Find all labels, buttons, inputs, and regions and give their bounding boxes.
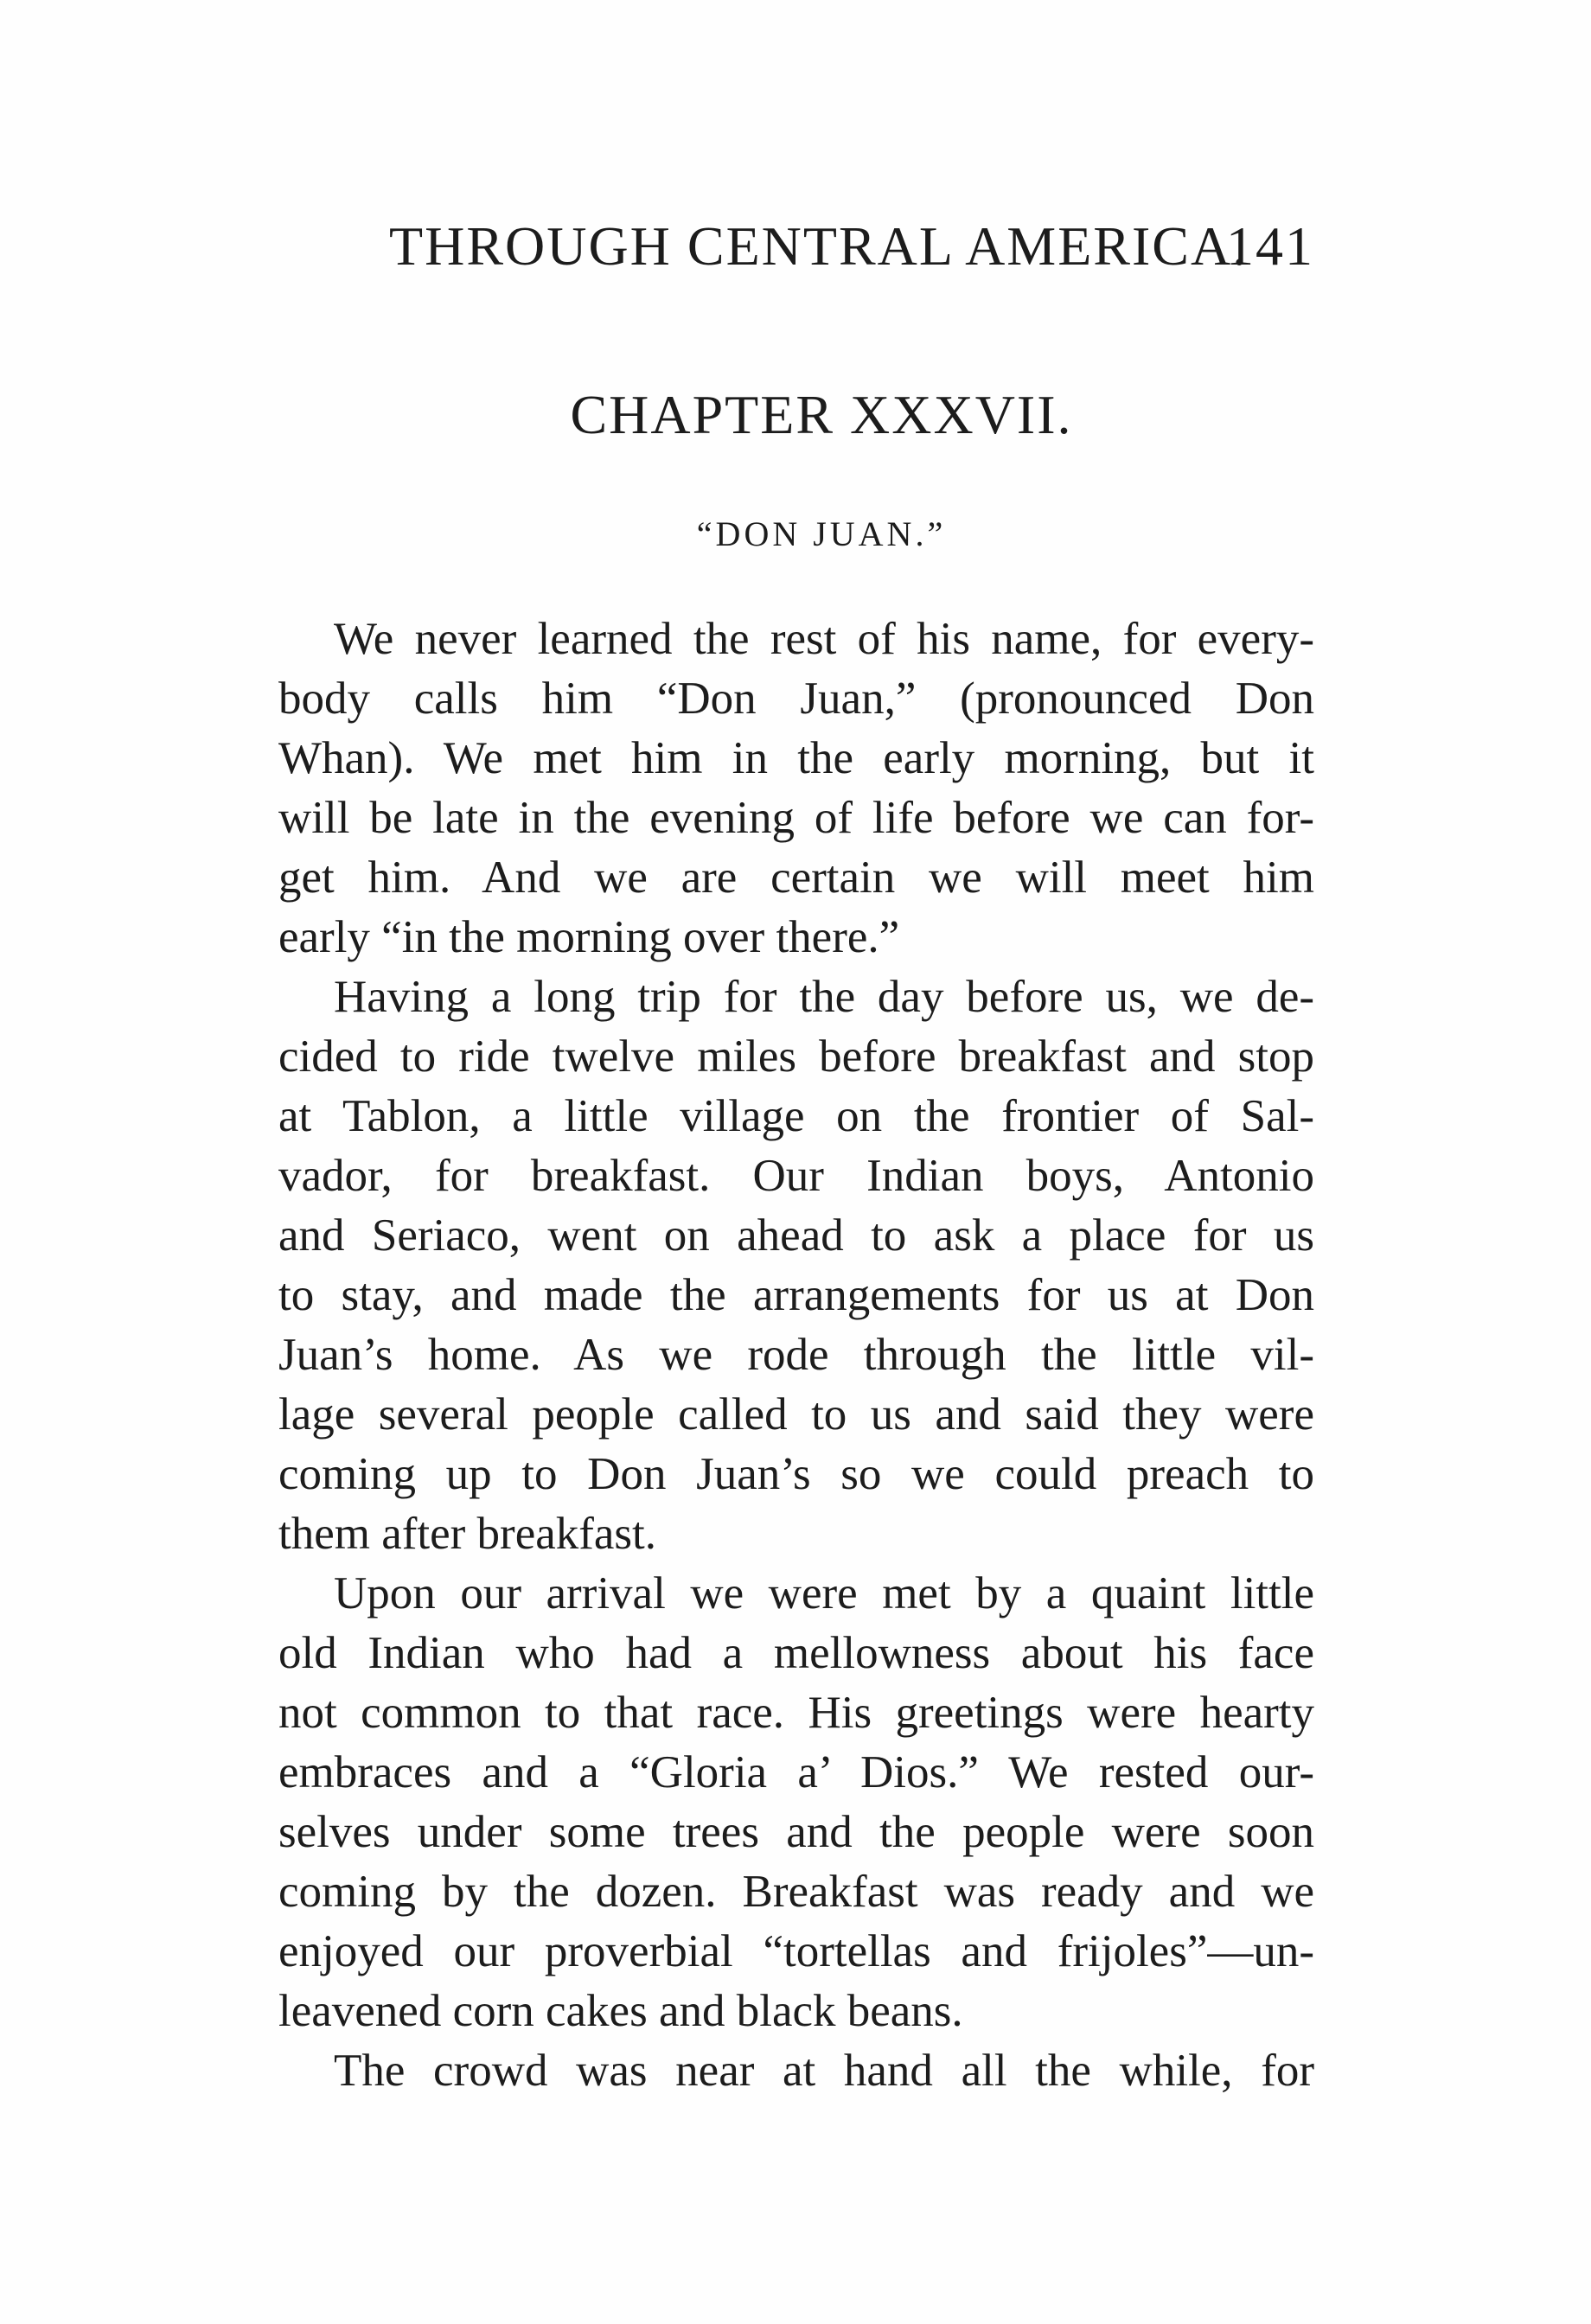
text-line: them after breakfast.	[278, 1509, 657, 1559]
text-line: cided to ride twelve miles before breakfast and stop	[278, 1031, 1314, 1082]
text-line: We never learned the rest of his name, for every-	[334, 614, 1314, 664]
text-line: The crowd was near at hand all the while, for	[334, 2046, 1314, 2096]
text-line: enjoyed our proverbial “tortellas and frijoles”—un-	[278, 1926, 1314, 1976]
text-line: Whan). We met him in the early morning, but it	[278, 733, 1314, 783]
text-line: not common to that race. His greetings were hearty	[278, 1688, 1314, 1738]
text-line: Having a long trip for the day before us, we de-	[334, 972, 1314, 1022]
chapter-subtitle: “DON JUAN.”	[696, 514, 947, 553]
text-line: selves under some trees and the people were soon	[278, 1807, 1314, 1857]
text-line: coming up to Don Juan’s so we could preach to	[278, 1449, 1314, 1499]
text-line: at Tablon, a little village on the frontier of Sal-	[278, 1091, 1314, 1141]
text-line: Juan’s home. As we rode through the little vil-	[278, 1330, 1314, 1380]
chapter-heading: CHAPTER XXXVII.	[570, 384, 1073, 445]
text-line: leavened corn cakes and black beans.	[278, 1986, 963, 2036]
text-line: to stay, and made the arrangements for us at Don	[278, 1270, 1314, 1320]
text-line: Upon our arrival we were met by a quaint little	[334, 1568, 1314, 1618]
text-line: embraces and a “Gloria a’ Dios.” We rested our-	[278, 1747, 1314, 1797]
text-line: old Indian who had a mellowness about his face	[278, 1628, 1314, 1678]
text-line: will be late in the evening of life before we can for-	[278, 793, 1314, 843]
page-number: 141	[1226, 215, 1314, 277]
running-title: THROUGH CENTRAL AMERICA.	[389, 215, 1249, 277]
text-line: early “in the morning over there.”	[278, 912, 900, 962]
text-line: body calls him “Don Juan,” (pronounced Don	[278, 674, 1314, 724]
body-text	[278, 610, 1314, 2101]
text-line: and Seriaco, went on ahead to ask a place for us	[278, 1210, 1314, 1261]
text-line: lage several people called to us and said they were	[278, 1389, 1314, 1440]
text-line: coming by the dozen. Breakfast was ready and we	[278, 1867, 1314, 1917]
text-line: vador, for breakfast. Our Indian boys, Antonio	[278, 1151, 1314, 1201]
text-line: get him. And we are certain we will meet him	[278, 852, 1314, 903]
